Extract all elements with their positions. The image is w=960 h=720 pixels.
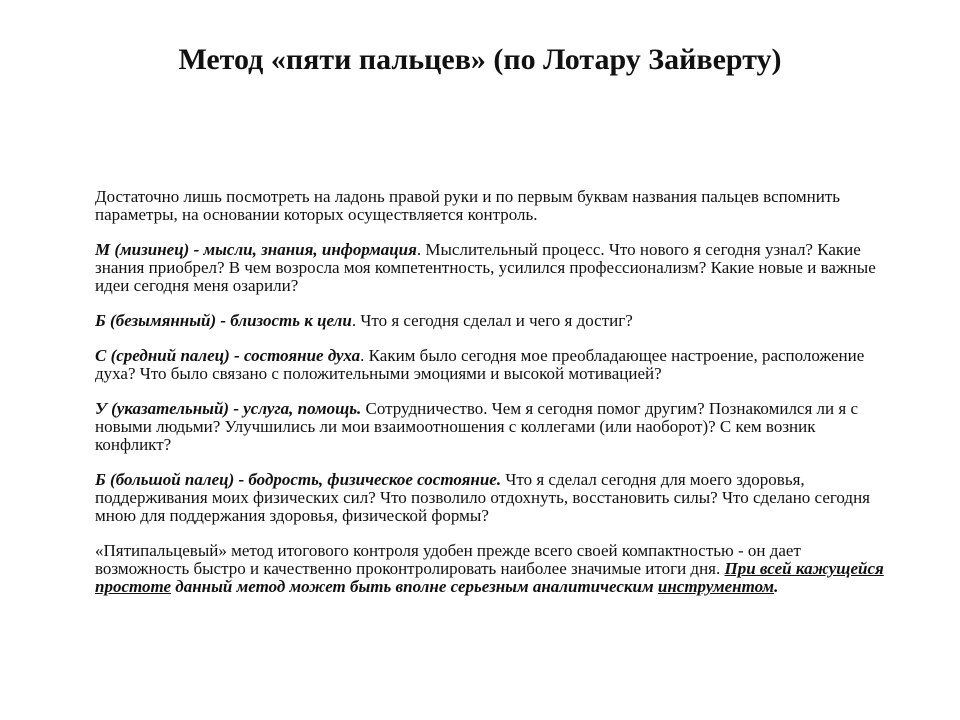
slide-body (95, 188, 895, 613)
finger-paragraph-ring (95, 312, 895, 330)
finger-paragraph-index (95, 400, 895, 454)
finger-text: . Каким было сегодня мое преобладающее настроение, расположение духа? Что было связано с положительными эмоциями и высокой мотивацией? (95, 346, 865, 383)
finger-paragraph-thumb (95, 471, 895, 525)
finger-text: Что я сделал сегодня для моего здоровья, поддерживания моих физических сил? Что позволило отдохнуть, восстановить силы? Что сделано сегодня мною для поддержания здоровья, физической формы? (95, 470, 870, 525)
finger-heading: Б (безымянный) - близость к цели (95, 311, 352, 330)
finger-paragraph-middle (95, 347, 895, 383)
conclusion-emphasis-underlined: При всей кажущейся простоте (95, 559, 884, 596)
finger-text: . Мыслительный процесс. Что нового я сегодня узнал? Какие знания приобрел? В чем возросла моя компетентность, усилился профессионализм? Какие новые и важные идеи сегодня меня озарили? (95, 240, 876, 295)
conclusion-emphasis: данный метод может быть вполне серьезным аналитическим (171, 577, 658, 596)
finger-heading: Б (большой палец) - бодрость, физическое состояние. (95, 470, 502, 489)
finger-text: . Что я сегодня сделал и чего я достиг? (351, 311, 633, 330)
finger-paragraph-pinky (95, 241, 895, 295)
finger-text: Сотрудничество. Чем я сегодня помог другим? Познакомился ли я с новыми людьми? Улучшились ли мои взаимоотношения с коллегами (или наоборот)? С кем возник конфликт? (95, 399, 858, 454)
conclusion-end: . (774, 577, 779, 596)
finger-heading: М (мизинец) - мысли, знания, информация (95, 240, 417, 259)
conclusion-text: «Пятипальцевый» метод итогового контроля удобен прежде всего своей компактностью - он дает возможность быстро и качественно проконтролировать наиболее значимые итоги дня. (95, 541, 801, 578)
conclusion-paragraph (95, 542, 895, 596)
finger-heading: С (средний палец) - состояние духа (95, 346, 361, 365)
finger-heading: У (указательный) - услуга, помощь. (95, 399, 362, 418)
conclusion-emphasis-end: инструментом (657, 577, 775, 596)
page-title: Метод «пяти пальцев» (по Лотару Зайверту) (178, 43, 782, 76)
intro-paragraph: Достаточно лишь посмотреть на ладонь правой руки и по первым буквам названия пальцев вспомнить параметры, на основании которых осуществляется контроль. (95, 187, 841, 224)
